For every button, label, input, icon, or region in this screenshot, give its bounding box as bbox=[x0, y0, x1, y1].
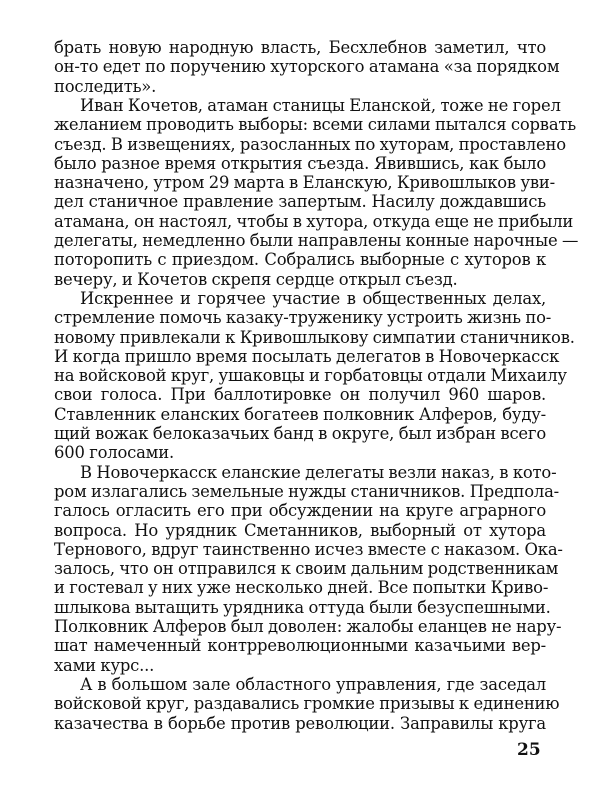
text-line: стремление помочь казаку-труженику устроить жизнь по- bbox=[54, 308, 552, 328]
text-line: съезд. В извещениях, разосланных по хуторам, проставлено bbox=[54, 134, 566, 154]
text-line: новому привлекали к Кривошлыкову симпатии станичников. bbox=[54, 327, 575, 347]
text-line: желанием проводить выборы: всеми силами пытался сорвать bbox=[54, 115, 576, 135]
text-line: атамана, он настоял, чтобы в хутора, откуда еще не прибыли bbox=[54, 211, 574, 231]
text-line: было разное время открытия съезда. Явившись, как было bbox=[54, 153, 546, 173]
text-line: вечеру, и Кочетов скрепя сердце открыл съезд. bbox=[54, 269, 458, 289]
text-line: и гостевал у них уже несколько дней. Все попытки Криво- bbox=[54, 578, 549, 598]
text-line: вопроса. Но урядник Сметанников, выборный от хутора bbox=[54, 520, 546, 540]
page-number: 25 bbox=[517, 739, 541, 760]
text-line: назначено, утром 29 марта в Еланскую, Кривошлыков уви- bbox=[54, 173, 555, 193]
text-line: щий вожак белоказачьих банд в округе, был избран всего bbox=[54, 424, 546, 443]
text-line: ром излагались земельные нужды станичников. Предпола- bbox=[54, 481, 559, 501]
text-line: 600 голосами. bbox=[54, 443, 174, 463]
text-line: И когда пришло время посылать делегатов в Новочеркасск bbox=[54, 346, 560, 366]
text-line: хами курс... bbox=[54, 655, 155, 675]
text-line: Полковник Алферов был доволен: жалобы еланцев не нару- bbox=[54, 617, 562, 636]
text-line: брать новую народную власть, Бесхлебнов заметил, что bbox=[54, 38, 546, 57]
text-line: залось, что он отправился к своим дальним родственникам bbox=[54, 559, 559, 579]
text-line: галось огласить его при обсуждении на круге аграрного bbox=[54, 501, 546, 521]
text-line: войсковой круг, раздавались громкие призывы к единению bbox=[54, 694, 560, 714]
text-line: Ставленник еланских богатеев полковник Алферов, буду- bbox=[54, 404, 546, 424]
text-line: шлыкова вытащить урядника оттуда были безуспешными. bbox=[54, 597, 551, 617]
text-line: дел станичное правление запертым. Насилу дождавшись bbox=[54, 192, 546, 212]
text-line: Искреннее и горячее участие в общественных делах, bbox=[80, 288, 546, 308]
text-line: В Новочеркасск еланские делегаты везли наказ, в кото- bbox=[80, 462, 557, 482]
text-line: Иван Кочетов, атаман станицы Еланской, тоже не горел bbox=[80, 95, 561, 115]
text-line: А в большом зале областного управления, где заседал bbox=[80, 674, 546, 694]
text-line: он-то едет по поручению хуторского атамана «за порядком bbox=[54, 57, 560, 77]
text-line: последить». bbox=[54, 76, 157, 96]
text-line: делегаты, немедленно были направлены конные нарочные — bbox=[54, 231, 579, 250]
text-line: шат намеченный контрреволюционными казачьими вер- bbox=[54, 636, 546, 656]
text-line: казачества в борьбе против революции. Заправилы круга bbox=[54, 713, 546, 733]
text-line: свои голоса. При баллотировке он получил 960 шаров. bbox=[54, 385, 546, 405]
text-line: Тернового, вдруг таинственно исчез вместе с наказом. Ока- bbox=[54, 539, 563, 559]
text-line: поторопить с приездом. Собрались выборные с хуторов к bbox=[54, 250, 546, 270]
text-line: на войсковой круг, ушаковцы и горбатовцы отдали Михаилу bbox=[54, 366, 567, 386]
